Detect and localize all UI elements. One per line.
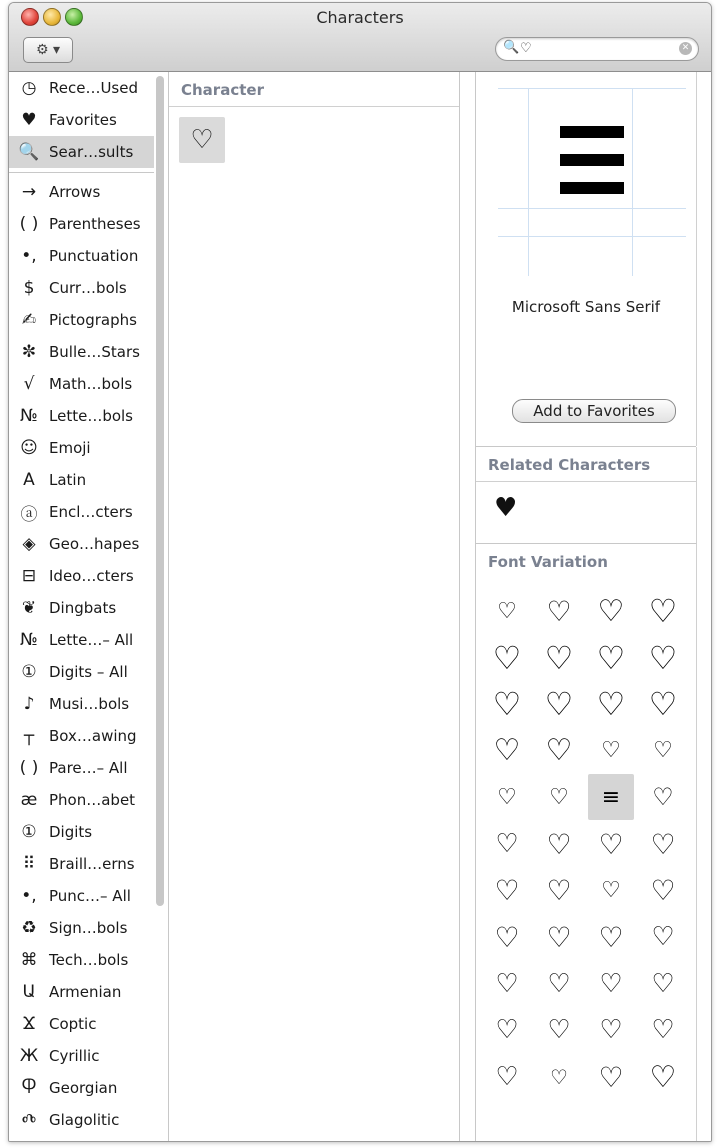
sidebar-item[interactable] xyxy=(9,944,154,976)
sidebar-item[interactable] xyxy=(9,72,154,104)
sidebar-item[interactable] xyxy=(9,592,154,624)
sidebar-item[interactable] xyxy=(9,784,154,816)
variation-cell[interactable]: ♡ xyxy=(601,738,621,764)
sidebar-item-label: Ideo…cters xyxy=(49,567,134,585)
variation-cell[interactable]: ♡ xyxy=(650,874,676,908)
variation-cell[interactable]: ♡ xyxy=(651,968,675,999)
character-header-label: Character xyxy=(181,81,264,99)
armenian-letter-icon: Ա xyxy=(22,982,36,1002)
variation-cell[interactable]: ♡ xyxy=(648,592,678,630)
sidebar-item-label: Georgian xyxy=(49,1079,118,1097)
diamond-icon: ◈ xyxy=(22,534,36,554)
sidebar-item[interactable] xyxy=(9,1104,154,1136)
sidebar-item[interactable] xyxy=(9,912,154,944)
variation-cell[interactable]: ♡ xyxy=(492,638,522,677)
category-sidebar xyxy=(9,72,169,1141)
variation-cell[interactable]: ♡ xyxy=(495,968,519,999)
sidebar-item[interactable] xyxy=(9,368,154,400)
sidebar-item-label: Punctuation xyxy=(49,247,139,265)
sidebar-item[interactable] xyxy=(9,656,154,688)
related-header-label: Related Characters xyxy=(488,456,651,474)
command-icon: ⌘ xyxy=(20,950,38,970)
gear-icon: ⚙ ▾ xyxy=(35,42,61,58)
floral-heart-icon: ❦ xyxy=(21,598,37,618)
cyrillic-letter-icon: Ж xyxy=(19,1046,39,1066)
sidebar-item-label: Musi…bols xyxy=(49,695,130,713)
variation-cell[interactable]: ♡ xyxy=(652,783,674,812)
characters-window xyxy=(8,2,712,1142)
sidebar-item-label: Bulle…Stars xyxy=(49,343,140,361)
parentheses-icon: ( ) xyxy=(19,214,39,234)
sidebar-scrollbar[interactable] xyxy=(156,76,164,906)
variation-cell[interactable]: ♡ xyxy=(492,685,522,724)
recycle-icon: ♻ xyxy=(21,918,37,938)
font-name-label: Microsoft Sans Serif xyxy=(511,298,661,316)
variation-cell[interactable]: ♡ xyxy=(495,1015,519,1046)
sidebar-item[interactable] xyxy=(9,624,154,656)
sidebar-item-label: Geo…hapes xyxy=(49,535,140,553)
character-pane xyxy=(169,72,460,1141)
circled-a-icon: ⓐ xyxy=(20,504,38,525)
numero-icon: № xyxy=(20,630,38,650)
numero-icon: № xyxy=(20,406,38,426)
sidebar-item-label: Parentheses xyxy=(49,215,141,233)
sidebar-item-label: Pare…– All xyxy=(49,759,128,777)
variation-cell[interactable]: ♡ xyxy=(544,685,574,724)
square-root-icon: √ xyxy=(23,374,35,394)
variation-cell[interactable]: ♡ xyxy=(648,638,678,677)
ideograph-icon: ⊟ xyxy=(21,566,37,586)
related-characters-header xyxy=(476,447,696,482)
sidebar-item-label: Lette…bols xyxy=(49,407,133,425)
variation-cell[interactable]: ♡ xyxy=(493,733,521,769)
clear-search-icon[interactable]: ✕ xyxy=(679,42,692,55)
variation-cell[interactable]: ♡ xyxy=(547,1015,571,1046)
action-menu-button[interactable] xyxy=(23,37,73,63)
sidebar-item-label: Digits xyxy=(49,823,93,841)
character-column-header xyxy=(169,72,459,107)
character-cell[interactable]: ♡ xyxy=(179,117,225,163)
related-character[interactable]: ♥ xyxy=(494,493,518,523)
punctuation-icon: •, xyxy=(21,886,37,906)
variation-cell[interactable]: ♡ xyxy=(596,638,626,677)
sidebar-item[interactable] xyxy=(9,136,154,168)
parentheses-icon: ( ) xyxy=(19,758,39,778)
sidebar-item[interactable] xyxy=(9,176,154,208)
magnifier-icon: 🔍 xyxy=(18,142,40,162)
sidebar-item[interactable] xyxy=(9,688,154,720)
punctuation-icon: •, xyxy=(21,246,37,266)
variation-cell[interactable]: ♡ xyxy=(598,827,624,861)
variation-cell[interactable]: ♡ xyxy=(544,638,574,677)
sidebar-item-label: Coptic xyxy=(49,1015,97,1033)
sidebar-item[interactable] xyxy=(9,560,154,592)
variation-cell[interactable]: ♡ xyxy=(494,874,520,908)
sidebar-item-label: Lette…– All xyxy=(49,631,134,649)
sidebar-item-label: Rece…Used xyxy=(49,79,138,97)
sidebar-item-label: Cyrillic xyxy=(49,1047,100,1065)
character-preview xyxy=(476,72,696,447)
sidebar-item[interactable] xyxy=(9,1040,154,1072)
variation-cell[interactable]: ♡ xyxy=(648,685,678,724)
sidebar-item[interactable] xyxy=(9,240,154,272)
sidebar-item-label: Dingbats xyxy=(49,599,117,617)
sidebar-item-label: Armenian xyxy=(49,983,122,1001)
variation-cell[interactable]: ♡ xyxy=(545,733,573,769)
sidebar-item-label: Digits – All xyxy=(49,663,128,681)
sidebar-item-label: Box…awing xyxy=(49,727,137,745)
arrow-icon: → xyxy=(21,182,37,202)
variation-cell[interactable]: ♡ xyxy=(497,784,517,810)
heart-icon: ♥ xyxy=(21,110,37,130)
variation-cell[interactable]: ♡ xyxy=(495,1062,519,1092)
sidebar-item[interactable] xyxy=(9,432,154,464)
sidebar-item[interactable] xyxy=(9,336,154,368)
sidebar-item-label: Favorites xyxy=(49,111,117,129)
circled-one-icon: ① xyxy=(21,662,37,682)
variation-cell[interactable]: ≡ xyxy=(588,774,634,820)
asterisk-icon: ✼ xyxy=(21,342,37,362)
sidebar-item[interactable] xyxy=(9,848,154,880)
sidebar-item-label: Phon…abet xyxy=(49,791,136,809)
sidebar-item-label: Braill…erns xyxy=(49,855,135,873)
font-variation-label: Font Variation xyxy=(488,553,608,571)
add-to-favorites-button[interactable]: Add to Favorites xyxy=(512,399,676,423)
info-scroll-track[interactable] xyxy=(696,72,712,446)
pictograph-icon: ✍ xyxy=(21,310,37,330)
variation-cell[interactable]: ♡ xyxy=(653,738,673,764)
sidebar-item[interactable] xyxy=(9,496,154,528)
variation-cell[interactable]: ♡ xyxy=(650,827,676,861)
sidebar-item[interactable] xyxy=(9,528,154,560)
sidebar-item[interactable] xyxy=(9,104,154,136)
variation-cell[interactable]: ♡ xyxy=(546,874,572,908)
sidebar-item[interactable] xyxy=(9,272,154,304)
letter-a-icon: A xyxy=(23,470,35,490)
search-field[interactable] xyxy=(495,37,699,61)
category-list xyxy=(9,72,154,1136)
sidebar-item-label: Math…bols xyxy=(49,375,133,393)
window-title: Characters xyxy=(316,8,404,27)
font-variation-header xyxy=(476,544,696,578)
sidebar-item[interactable] xyxy=(9,752,154,784)
variation-cell[interactable]: ♡ xyxy=(651,1015,675,1046)
variation-cell[interactable]: ♡ xyxy=(550,1065,568,1089)
title-bar[interactable] xyxy=(9,3,711,72)
sidebar-item-label: Encl…cters xyxy=(49,503,133,521)
clock-icon: ◷ xyxy=(21,78,37,98)
sidebar-item-label: Emoji xyxy=(49,439,91,457)
circled-one-icon: ① xyxy=(21,822,37,842)
variation-cell[interactable]: ♡ xyxy=(597,593,625,629)
sidebar-item-label: Sign…bols xyxy=(49,919,128,937)
variation-cell[interactable]: ♡ xyxy=(601,878,621,904)
variation-cell[interactable]: ♡ xyxy=(546,594,572,628)
sidebar-item[interactable] xyxy=(9,464,154,496)
search-input[interactable] xyxy=(520,40,670,56)
music-note-icon: ♪ xyxy=(23,694,35,714)
sidebar-item-label: Arrows xyxy=(49,183,101,201)
sidebar-item-label: Curr…bols xyxy=(49,279,127,297)
variation-cell[interactable]: ♡ xyxy=(651,922,675,953)
sidebar-item[interactable] xyxy=(9,208,154,240)
glyph-preview xyxy=(498,88,686,276)
related-characters-section xyxy=(476,447,697,544)
sidebar-item[interactable] xyxy=(9,720,154,752)
variation-cell[interactable]: ♡ xyxy=(546,827,572,861)
font-variation-section xyxy=(476,544,697,1141)
sidebar-item[interactable] xyxy=(9,400,154,432)
sidebar-item[interactable] xyxy=(9,1072,154,1104)
sidebar-item[interactable] xyxy=(9,1008,154,1040)
sidebar-divider xyxy=(9,172,154,173)
variation-cell[interactable]: ♡ xyxy=(596,685,626,724)
sidebar-item-label: Latin xyxy=(49,471,87,489)
variation-cell[interactable]: ♡ xyxy=(494,920,520,954)
sidebar-item-label: Punc…– All xyxy=(49,887,131,905)
sidebar-item-label: Tech…bols xyxy=(49,951,129,969)
sidebar-item-label: Sear…sults xyxy=(49,143,134,161)
variation-cell[interactable]: ♡ xyxy=(495,829,519,859)
variation-cell[interactable]: ♡ xyxy=(497,598,517,624)
variation-cell[interactable]: ♡ xyxy=(546,920,572,954)
variation-cell[interactable]: ♡ xyxy=(599,968,623,999)
sidebar-item[interactable] xyxy=(9,816,154,848)
glagolitic-letter-icon: Ⰴ xyxy=(21,1110,37,1130)
variation-cell[interactable]: ♡ xyxy=(598,920,624,954)
variation-cell[interactable]: ♡ xyxy=(598,1060,624,1094)
sidebar-item-label: Glagolitic xyxy=(49,1111,120,1129)
pane-splitter[interactable] xyxy=(460,72,476,1141)
variation-cell[interactable]: ♡ xyxy=(547,968,571,999)
georgian-letter-icon: Ⴔ xyxy=(21,1078,37,1098)
ash-icon: æ xyxy=(20,790,38,810)
sidebar-item-label: Pictographs xyxy=(49,311,137,329)
sidebar-item[interactable] xyxy=(9,880,154,912)
box-drawing-icon: ┬ xyxy=(23,726,35,746)
dollar-icon: $ xyxy=(23,278,35,298)
sidebar-item[interactable] xyxy=(9,976,154,1008)
braille-icon: ⠿ xyxy=(22,854,36,874)
coptic-letter-icon: Ϫ xyxy=(22,1014,36,1034)
search-icon: 🔍 xyxy=(503,40,520,55)
variation-cell[interactable]: ♡ xyxy=(649,1059,677,1095)
variation-cell[interactable]: ♡ xyxy=(599,1015,623,1046)
variation-cell[interactable]: ♡ xyxy=(549,784,569,810)
smiley-icon: ☺ xyxy=(20,438,38,458)
info-pane xyxy=(476,72,711,1141)
sidebar-item[interactable] xyxy=(9,304,154,336)
